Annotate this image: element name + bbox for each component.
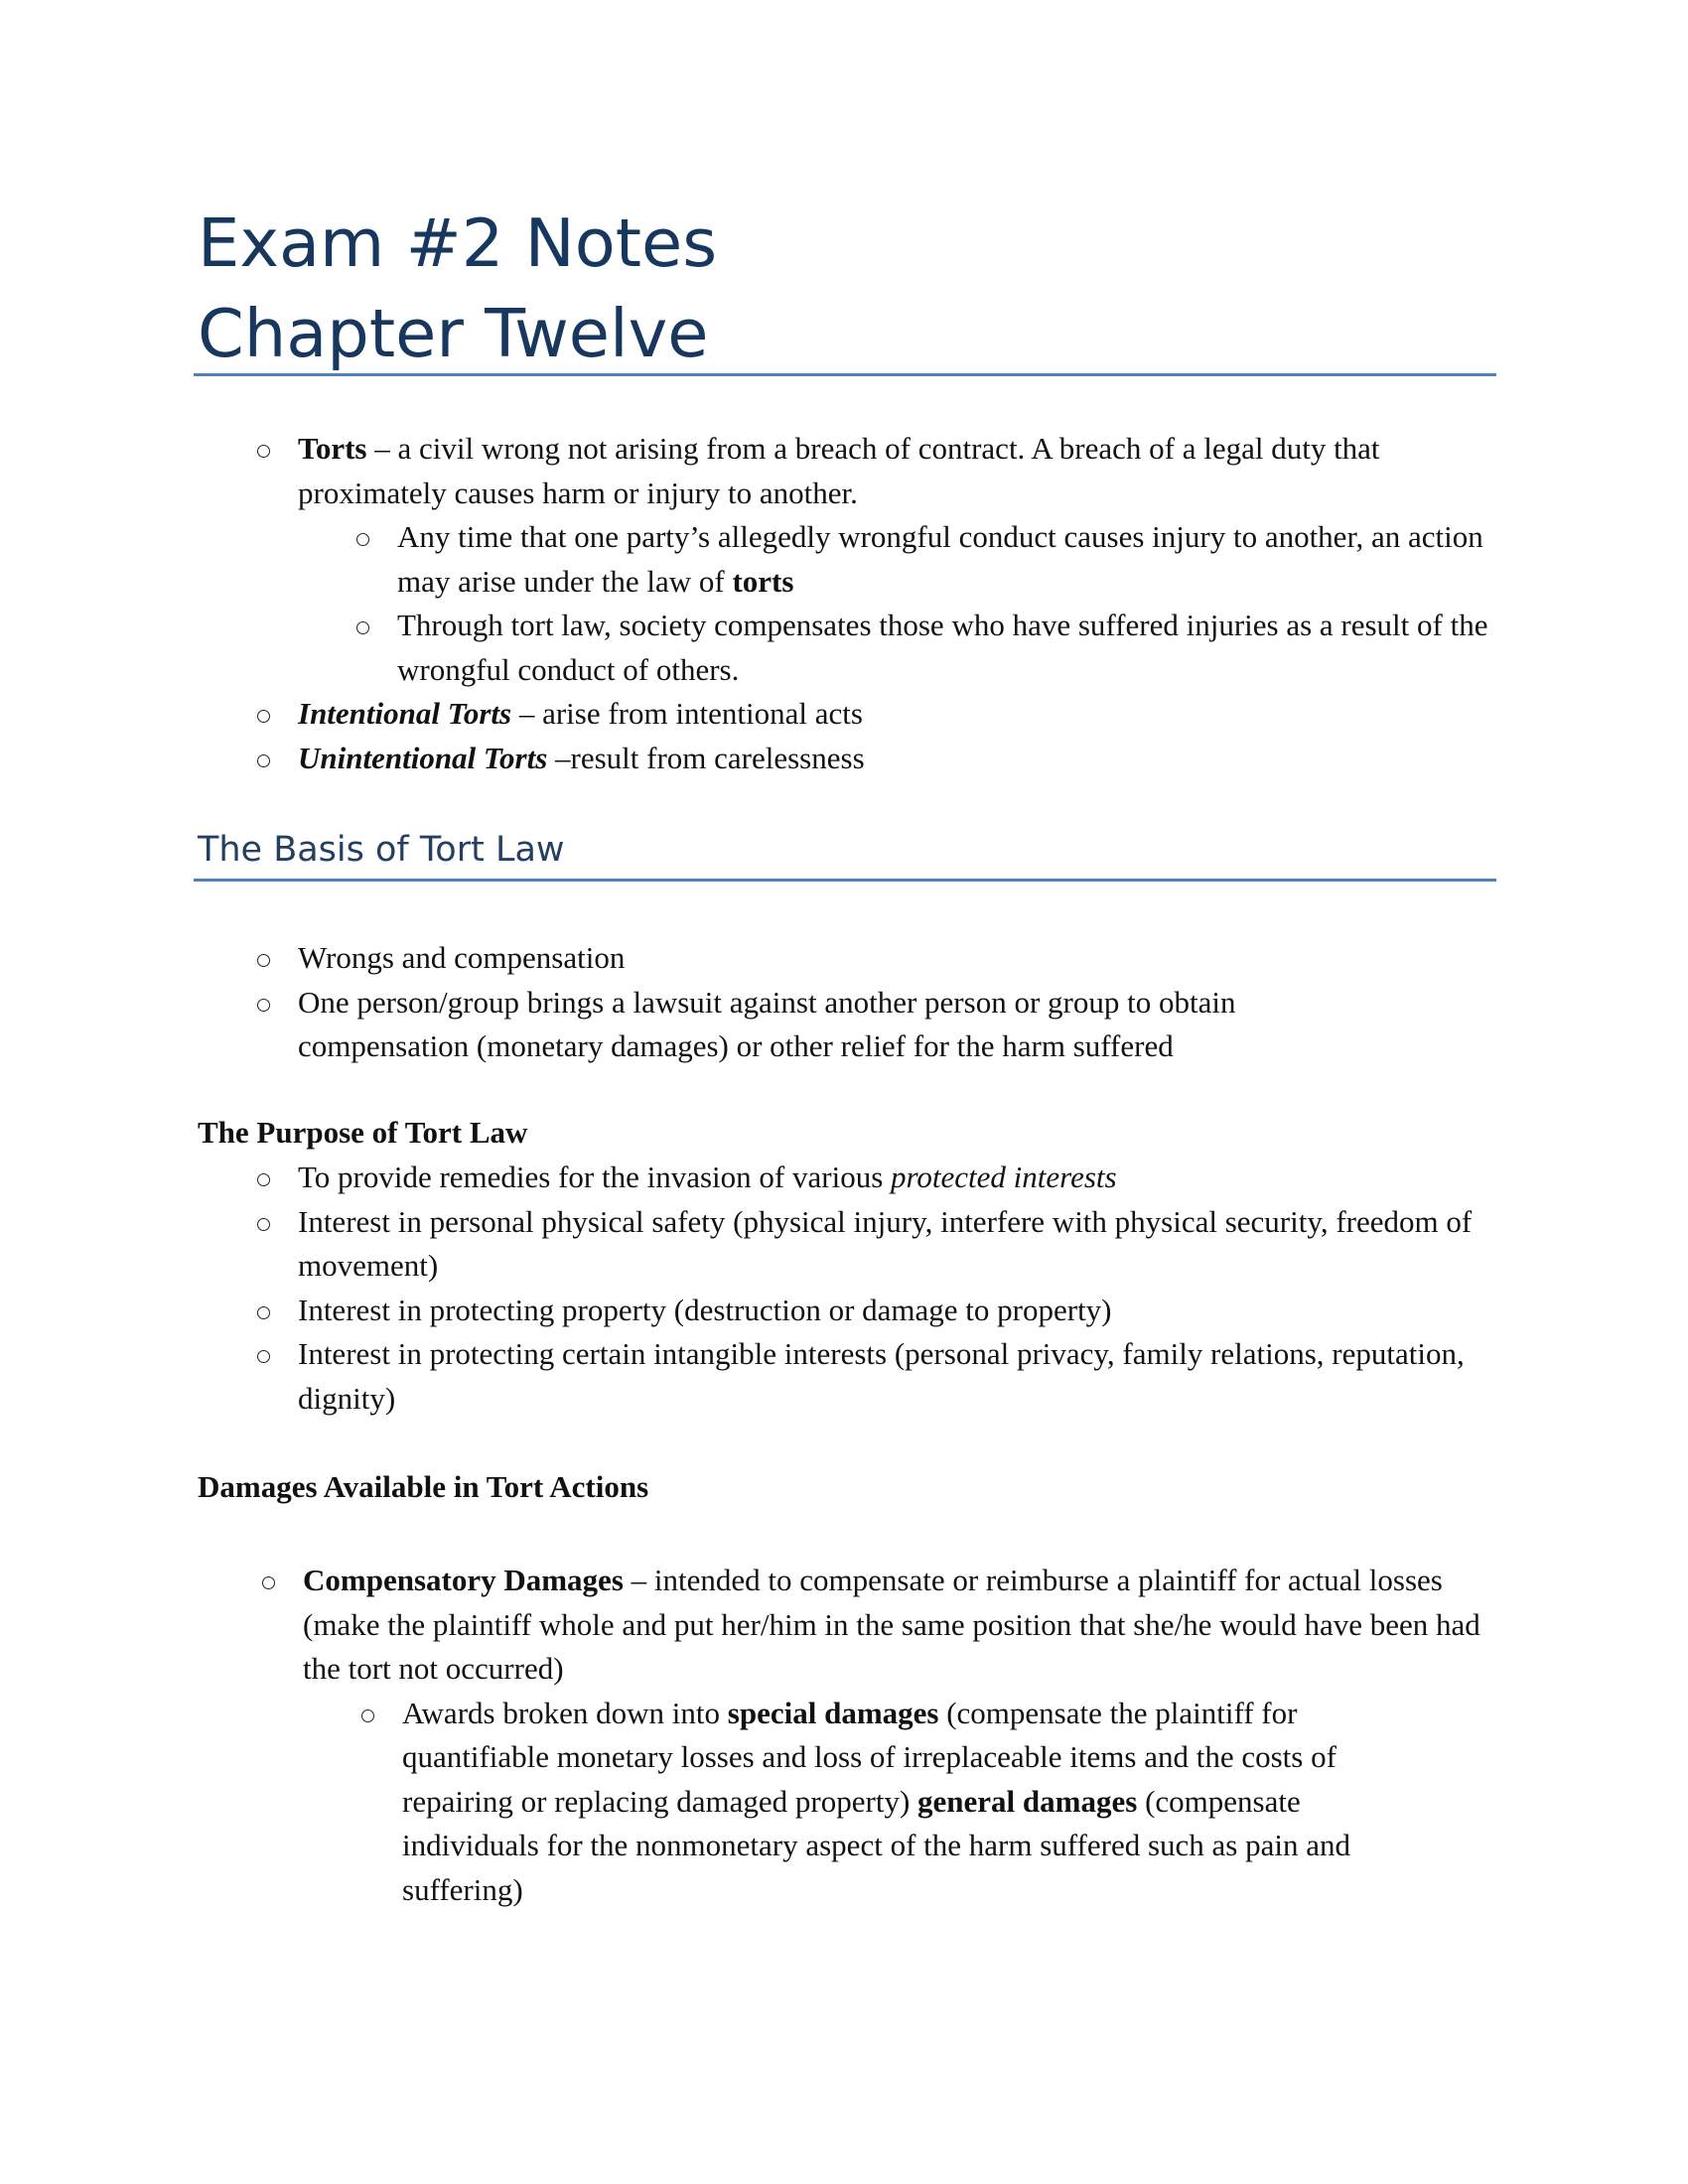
basis-item-1: Wrongs and compensation (298, 940, 626, 975)
list-item-torts-sub-1 (248, 515, 1499, 604)
awards-intro: Awards broken down into (402, 1695, 728, 1730)
list-item (248, 981, 1499, 1069)
list-item-intentional (248, 692, 1499, 737)
bullet-circle-icon (253, 1559, 283, 1606)
list-item (248, 1289, 1499, 1333)
bullet-circle-icon (248, 737, 278, 784)
compensatory-term: Compensatory Damages (303, 1563, 624, 1597)
title-rule (194, 373, 1496, 376)
intentional-definition: – arise from intentional acts (511, 696, 863, 731)
list-item-unintentional (248, 737, 1499, 781)
bullet-circle-icon (248, 692, 278, 740)
bullet-circle-icon (248, 936, 278, 984)
purpose-section (248, 1156, 1499, 1421)
purpose-item-3: Interest in protecting property (destruction or damage to property) (298, 1292, 1112, 1327)
damages-section (253, 1559, 1499, 1912)
list-item (248, 1156, 1499, 1200)
page-title (198, 199, 717, 379)
bullet-circle-icon (348, 515, 377, 563)
special-damages-definition: (compensate the plaintiff for quantifiable monetary losses and loss of irreplaceable items and the costs of repairing or replacing damaged property) (402, 1695, 1336, 1819)
bullet-circle-icon (248, 427, 278, 475)
torts-definition: – a civil wrong not arising from a breach of contract. A breach of a legal duty that proximately causes harm or injury to another. (298, 431, 1380, 510)
special-damages-term: special damages (727, 1695, 939, 1730)
purpose-heading: The Purpose of Tort Law (198, 1115, 528, 1150)
sub1-text: Any time that one party’s allegedly wrongful conduct causes injury to another, an action may arise under the law of (397, 519, 1483, 599)
list-item (248, 936, 1499, 981)
list-item (248, 1332, 1499, 1421)
intentional-term: Intentional Torts (298, 696, 512, 731)
basis-section (248, 936, 1499, 1069)
bullet-circle-icon (248, 981, 278, 1028)
purpose-item-2: Interest in personal physical safety (physical injury, interfere with physical security, freedom of movement) (298, 1203, 1473, 1283)
bullet-circle-icon (348, 604, 377, 651)
general-damages-definition: (compensate individuals for the nonmonetary aspect of the harm suffered such as pain and suffering) (402, 1783, 1350, 1907)
bullet-circle-icon (352, 1692, 382, 1739)
torts-term: Torts (298, 431, 367, 466)
intro-section (248, 427, 1499, 780)
list-item (248, 1200, 1499, 1289)
unintentional-definition: –result from carelessness (547, 740, 865, 775)
general-damages-term: general damages (917, 1783, 1138, 1819)
title-line-1: Exam #2 Notes (198, 205, 718, 282)
compensatory-definition: – intended to compensate or reimburse a plaintiff for actual losses (make the plaintiff whole and put her/him in the same position that she/he would have been had the tort not occurred) (303, 1563, 1480, 1686)
damages-heading: Damages Available in Tort Actions (198, 1469, 649, 1504)
title-line-2: Chapter Twelve (198, 295, 709, 372)
purpose-item-4: Interest in protecting certain intangible interests (personal privacy, family relations, reputation, dignity) (298, 1336, 1465, 1416)
sub2-text: Through tort law, society compensates those who have suffered injuries as a result of the wrongful conduct of others. (397, 608, 1488, 687)
list-item-awards (253, 1692, 1499, 1913)
basis-item-2: One person/group brings a lawsuit against another person or group to obtain compensation (monetary damages) or other relief for the harm suffered (298, 984, 1236, 1063)
list-item-torts (248, 427, 1499, 515)
basis-heading: The Basis of Tort Law (198, 830, 565, 870)
bullet-circle-icon (248, 1200, 278, 1248)
sub1-bold: torts (732, 563, 794, 599)
unintentional-term: Unintentional Torts (298, 740, 548, 775)
bullet-circle-icon (248, 1332, 278, 1380)
purpose-item-1-text: To provide remedies for the invasion of various (298, 1160, 892, 1194)
bullet-circle-icon (248, 1289, 278, 1336)
purpose-item-1-italic: protected interests (891, 1160, 1117, 1194)
list-item-compensatory (253, 1559, 1499, 1692)
basis-heading-rule (194, 879, 1496, 882)
bullet-circle-icon (248, 1156, 278, 1203)
list-item-torts-sub-2 (248, 604, 1499, 692)
